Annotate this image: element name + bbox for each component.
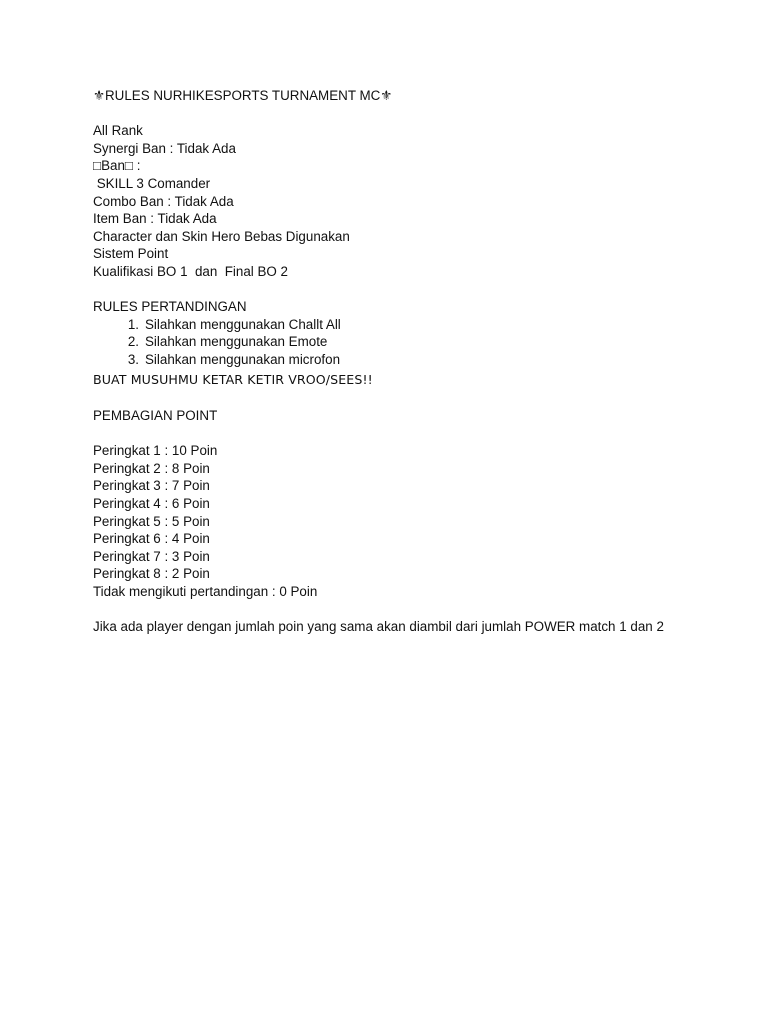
spacer	[93, 425, 683, 443]
document-body	[93, 87, 683, 636]
list-item-text: Silahkan menggunakan microfon	[145, 351, 341, 367]
settings-block	[93, 122, 683, 280]
spacer	[93, 601, 683, 619]
setting-line: All Rank	[93, 123, 143, 139]
setting-line: Combo Ban : Tidak Ada	[93, 193, 234, 209]
spacer	[93, 281, 683, 299]
list-item	[93, 333, 683, 351]
setting-line: Item Ban : Tidak Ada	[93, 211, 217, 227]
list-number: 1.	[127, 316, 139, 332]
document-title: ⚜RULES NURHIKESPORTS TURNAMENT MC⚜	[93, 88, 393, 103]
tiebreak-note: Jika ada player dengan jumlah poin yang sama akan diambil dari jumlah POWER match 1 dan 2	[93, 619, 664, 635]
points-line: Peringkat 8 : 2 Poin	[93, 566, 210, 582]
list-item-text: Silahkan menggunakan Challt All	[145, 316, 341, 332]
setting-line: Kualifikasi BO 1 dan Final BO 2	[93, 263, 289, 279]
points-line: Peringkat 4 : 6 Poin	[93, 496, 210, 512]
list-item	[93, 351, 683, 369]
slogan: BUAT MUSUHMU KETAR KETIR VROO/SEES!!	[93, 371, 373, 387]
list-item	[93, 316, 683, 334]
points-line: Peringkat 2 : 8 Poin	[93, 460, 210, 476]
rules-list	[93, 316, 683, 369]
points-line: Peringkat 7 : 3 Poin	[93, 548, 210, 564]
points-heading: PEMBAGIAN POINT	[93, 408, 218, 424]
rules-heading: RULES PERTANDINGAN	[93, 299, 247, 315]
points-line: Peringkat 1 : 10 Poin	[93, 443, 218, 459]
setting-line: Sistem Point	[93, 246, 169, 262]
points-line: Peringkat 5 : 5 Poin	[93, 513, 210, 529]
list-number: 2.	[127, 334, 139, 350]
setting-line: SKILL 3 Comander	[93, 175, 211, 191]
points-block	[93, 442, 683, 600]
spacer	[93, 105, 683, 123]
points-line: Tidak mengikuti pertandingan : 0 Poin	[93, 584, 318, 600]
setting-line: Synergi Ban : Tidak Ada	[93, 140, 236, 156]
setting-line: □Ban□ :	[93, 158, 141, 174]
list-number: 3.	[127, 351, 139, 367]
points-line: Peringkat 3 : 7 Poin	[93, 478, 210, 494]
spacer	[93, 390, 683, 408]
list-item-text: Silahkan menggunakan Emote	[145, 334, 328, 350]
points-line: Peringkat 6 : 4 Poin	[93, 531, 210, 547]
setting-line: Character dan Skin Hero Bebas Digunakan	[93, 228, 350, 244]
